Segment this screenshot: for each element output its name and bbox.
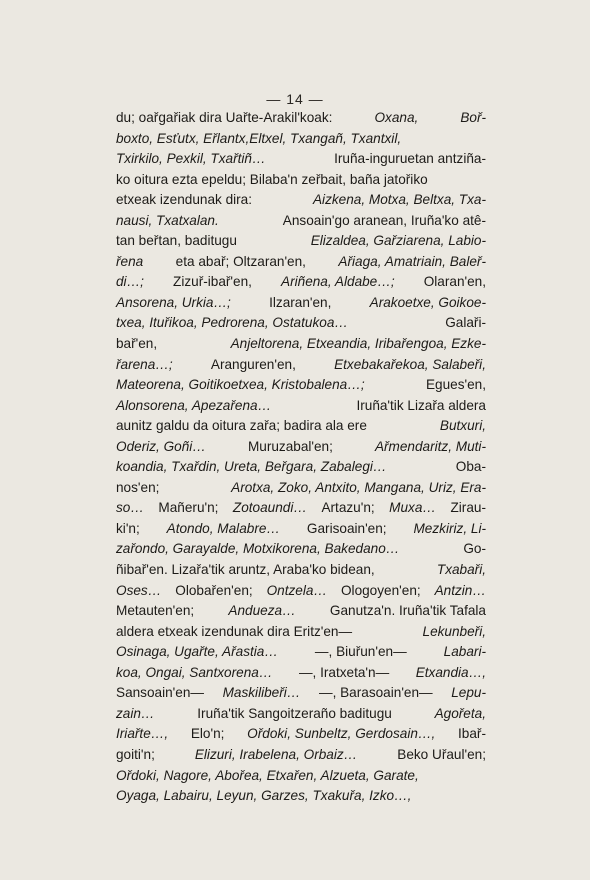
italic-segment: di…;: [116, 274, 144, 290]
text-segment: eta abař; Oltzaran'en,: [175, 253, 306, 269]
text-segment: Elo'n;: [190, 726, 225, 742]
text-segment: —, Barasoain'en—: [318, 685, 433, 701]
italic-segment: Oyaga, Labairu, Leyun, Garzes, Txakuřa, Izko…,: [116, 788, 412, 804]
text-segment: Ilzaran'en,: [269, 294, 332, 310]
italic-segment: Ařmendaritz, Muti-: [374, 438, 486, 454]
text-segment: Olaran'en,: [423, 274, 486, 290]
italic-segment: Ořdoki, Nagore, Abořea, Etxařen, Alzueta, Garate,: [116, 767, 419, 783]
text-line: [116, 334, 486, 355]
italic-segment: Ansorena, Urkia…;: [116, 294, 231, 310]
italic-segment: Antzin…: [434, 582, 486, 598]
text-segment: Ansoain'go aranean, Iruña'ko atê-: [282, 212, 486, 228]
italic-segment: Ariñena, Aldabe…;: [281, 274, 395, 290]
text-segment: —, Iratxeta'n—: [298, 664, 390, 680]
page-number: — 14 —: [266, 91, 324, 107]
italic-segment: řena: [116, 253, 144, 269]
text-segment: Olobařen'en;: [175, 582, 253, 598]
text-line: [116, 108, 486, 129]
text-line: [116, 601, 486, 622]
italic-segment: Mezkiriz, Li-: [413, 520, 486, 536]
text-segment: Garisoain'en;: [306, 520, 387, 536]
italic-segment: Iriařte…,: [116, 726, 169, 742]
text-line: [116, 560, 486, 581]
text-line: [116, 129, 486, 150]
text-segment: Mañeru'n;: [158, 500, 219, 516]
italic-segment: Andueza…: [228, 603, 296, 619]
text-line: [116, 683, 486, 704]
text-segment: Egues'en,: [425, 377, 486, 393]
italic-segment: Ořdoki, Sunbeltz, Gerdosain…,: [247, 726, 436, 742]
text-line: [116, 786, 486, 807]
text-segment: Beko Uřaul'en;: [397, 746, 486, 762]
italic-segment: Alonsorena, Apezařena…: [116, 397, 272, 413]
text-line: [116, 766, 486, 787]
body-text: [116, 108, 486, 807]
text-segment: Artazu'n;: [321, 500, 375, 516]
italic-segment: Agořeta,: [434, 705, 486, 721]
text-line: [116, 457, 486, 478]
italic-segment: Osinaga, Ugařte, Ařastia…: [116, 644, 278, 660]
text-segment: du; oařgařiak dira Uařte-Arakil'koak:: [116, 110, 333, 125]
text-segment: Ologoyen'en;: [340, 582, 421, 598]
italic-segment: Ařiaga, Amatriain, Baleř-: [338, 253, 486, 269]
italic-segment: koa, Ongai, Santxorena…: [116, 664, 273, 680]
italic-segment: Butxuri,: [439, 418, 486, 434]
text-line: [116, 211, 486, 232]
text-segment: Galaři-: [445, 315, 486, 331]
text-line: [116, 745, 486, 766]
italic-segment: Lekunbeři,: [422, 623, 486, 639]
text-segment: Metauten'en;: [116, 603, 195, 619]
text-segment: aunitz galdu da oitura zařa; badira ala ere: [116, 418, 367, 434]
italic-segment: Elizuri, Irabelena, Orbaiz…: [194, 746, 358, 762]
italic-segment: Oxana,: [374, 110, 419, 125]
italic-segment: Oderiz, Goñi…: [116, 438, 206, 454]
italic-segment: Labari-: [443, 644, 486, 660]
italic-segment: Etxebakařekoa, Salabeři,: [334, 356, 486, 372]
text-segment: nos'en;: [116, 479, 160, 495]
text-line: [116, 375, 486, 396]
italic-segment: Arotxa, Zoko, Antxito, Mangana, Uriz, Era-: [231, 479, 486, 495]
italic-segment: Etxandia…,: [415, 664, 486, 680]
text-line: [116, 724, 486, 745]
text-line: [116, 149, 486, 170]
text-segment: —, Biuřun'en—: [314, 644, 407, 660]
text-segment: Ganutza'n. Iruña'tik Tafala: [329, 603, 486, 619]
italic-segment: Oses…: [116, 582, 162, 598]
text-segment: Zizuř-ibař'en,: [173, 274, 252, 290]
text-segment: etxeak izendunak dira:: [116, 192, 253, 208]
italic-segment: Ontzela…: [266, 582, 328, 598]
text-segment: ko oitura ezta epeldu; Bilaba'n zeřbait, baña jatořiko: [116, 171, 428, 187]
text-segment: bař'en,: [116, 336, 158, 352]
italic-segment: Anjeltorena, Etxeandia, Iribařengoa, Ezke-: [230, 336, 486, 352]
text-line: [116, 293, 486, 314]
text-segment: ñibař'en. Lizařa'tik aruntz, Araba'ko bidean,: [116, 562, 375, 578]
text-segment: Go-: [463, 541, 486, 557]
text-segment: Oba-: [455, 459, 486, 475]
text-segment: goiti'n;: [116, 746, 155, 762]
text-line: [116, 170, 486, 191]
italic-segment: Maskilibeři…: [222, 685, 301, 701]
italic-segment: koandia, Txařdin, Ureta, Beřgara, Zabalegi…: [116, 459, 387, 475]
text-line: [116, 663, 486, 684]
text-line: [116, 355, 486, 376]
text-line: [116, 190, 486, 211]
italic-segment: Arakoetxe, Goikoe-: [369, 294, 486, 310]
italic-segment: Zotoaundi…: [232, 500, 307, 516]
text-line: [116, 519, 486, 540]
text-segment: ki'n;: [116, 520, 140, 536]
text-line: [116, 498, 486, 519]
text-line: [116, 539, 486, 560]
italic-segment: zařondo, Garayalde, Motxikorena, Bakedano…: [116, 541, 400, 557]
text-segment: Zirau-: [450, 500, 486, 516]
italic-segment: řarena…;: [116, 356, 173, 372]
italic-segment: Aizkena, Motxa, Beltxa, Txa-: [312, 192, 486, 208]
text-line: [116, 313, 486, 334]
text-line: [116, 704, 486, 725]
text-segment: Iruña'tik Lizařa aldera: [356, 397, 486, 413]
text-line: [116, 642, 486, 663]
text-segment: tan beřtan, baditugu: [116, 233, 237, 249]
italic-segment: Txabaři,: [436, 562, 486, 578]
italic-segment: so…: [116, 500, 144, 516]
italic-segment: Lepu-: [451, 685, 486, 701]
text-segment: Iruña'tik Sangoitzeraño baditugu: [197, 705, 392, 721]
italic-segment: Boř-: [460, 110, 486, 125]
text-segment: Sansoain'en—: [116, 685, 204, 701]
text-line: [116, 252, 486, 273]
italic-segment: Txirkilo, Pexkil, Txařtiñ…: [116, 151, 266, 167]
text-segment: Aranguren'en,: [210, 356, 296, 372]
text-segment: Iruña-inguruetan antziña-: [334, 151, 486, 167]
text-segment: aldera etxeak izendunak dira Eritz'en—: [116, 623, 353, 639]
text-line: [116, 622, 486, 643]
italic-segment: Mateorena, Goitikoetxea, Kristobalena…;: [116, 377, 365, 393]
text-line: [116, 272, 486, 293]
italic-segment: Muxa…: [389, 500, 436, 516]
text-line: [116, 231, 486, 252]
italic-segment: nausi, Txatxalan.: [116, 212, 219, 228]
text-line: [116, 416, 486, 437]
text-segment: Muruzabal'en;: [247, 438, 333, 454]
italic-segment: txea, Ituřikoa, Pedrorena, Ostatukoa…: [116, 315, 348, 331]
text-line: [116, 437, 486, 458]
text-line: [116, 478, 486, 499]
italic-segment: boxto, Esťutx, Eřlantx,Eltxel, Txangañ, Txantxil,: [116, 130, 402, 146]
italic-segment: zain…: [116, 705, 155, 721]
text-segment: Ibař-: [458, 726, 486, 742]
text-line: [116, 581, 486, 602]
text-line: [116, 396, 486, 417]
italic-segment: Atondo, Malabre…: [166, 520, 280, 536]
italic-segment: Elizaldea, Gařziarena, Labio-: [310, 233, 486, 249]
